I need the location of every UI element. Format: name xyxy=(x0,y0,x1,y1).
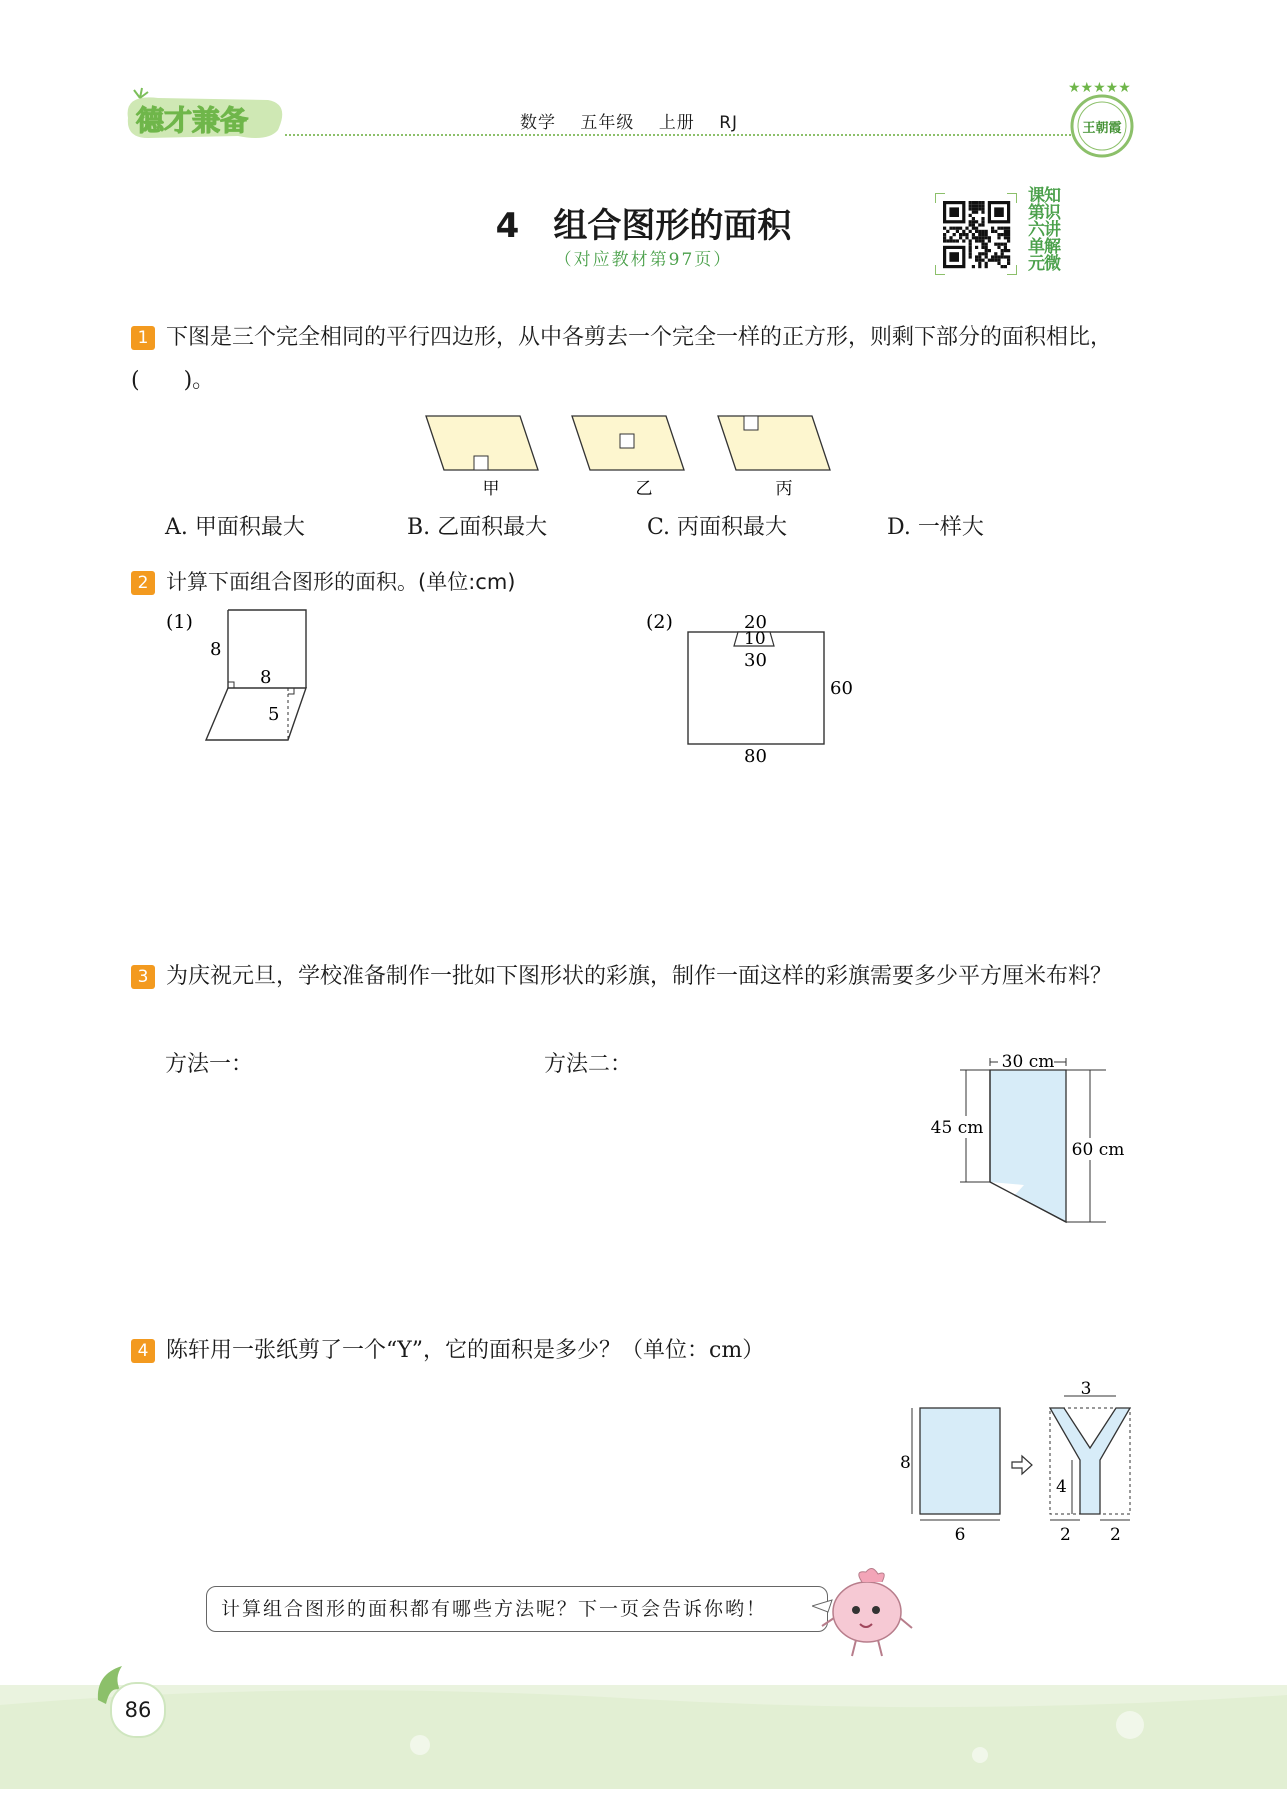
seal-text: 王朝霞 xyxy=(1082,121,1122,136)
question-2-number: 2 xyxy=(131,571,155,595)
header-subject: 数学 xyxy=(520,113,556,133)
method-2-label: 方法二： xyxy=(544,1052,633,1077)
question-4-number: 4 xyxy=(131,1339,155,1363)
q2-figure-2 xyxy=(640,604,870,774)
q4-figure xyxy=(890,1378,1140,1548)
fig1-dim-height: 8 xyxy=(210,639,222,660)
brand-logo xyxy=(118,84,288,146)
figure-bing xyxy=(718,416,830,499)
y-dim-left-gap: 2 xyxy=(1060,1525,1071,1545)
header-divider xyxy=(285,134,1075,136)
y-rect-dim-width: 6 xyxy=(954,1525,966,1545)
lesson-number: 4 xyxy=(495,206,520,246)
choice-c[interactable]: C. 丙面积最大 xyxy=(647,515,788,540)
fig2-label: (2) xyxy=(646,611,673,633)
fig2-dim-mid: 30 xyxy=(744,650,767,671)
method-1-label: 方法一： xyxy=(165,1052,254,1077)
lesson-title: 组合图形的面积 xyxy=(553,206,792,246)
flag-dim-left: 45 cm xyxy=(930,1118,984,1138)
brand-text: 德才兼备 xyxy=(136,104,249,137)
qr-side-text: 知识讲解微课第六单元 xyxy=(1024,186,1060,271)
question-3-text: 为庆祝元旦，学校准备制作一批如下图形状的彩旗，制作一面这样的彩旗需要多少平方厘米布料？ xyxy=(166,964,1113,989)
footer-background xyxy=(0,1685,1287,1789)
header-grade: 五年级 xyxy=(580,113,635,133)
q1-figures xyxy=(424,412,844,502)
fig2-dim-width: 80 xyxy=(744,746,767,767)
tip-bubble xyxy=(206,1586,828,1632)
fig1-dim-para-height: 5 xyxy=(268,704,280,725)
fig2-dim-height: 60 xyxy=(830,678,853,699)
page-subtitle: （对应教材第97页） xyxy=(554,250,733,270)
question-2-text: 计算下面组合图形的面积。(单位:cm) xyxy=(166,570,516,594)
qr-side-label xyxy=(1026,186,1068,276)
tip-text: 计算组合图形的面积都有哪些方法呢？下一页会告诉你哟！ xyxy=(221,1598,768,1620)
header-edition: RJ xyxy=(719,113,739,133)
choice-a[interactable]: A. 甲面积最大 xyxy=(165,515,305,540)
qr-code[interactable] xyxy=(935,193,1017,275)
flag-dim-width: 30 cm xyxy=(1001,1052,1055,1072)
figure-label-yi: 乙 xyxy=(635,479,653,499)
fig1-label: (1) xyxy=(166,611,193,633)
q2-figure-1 xyxy=(160,604,340,754)
mascot-illustration xyxy=(812,1560,922,1660)
flag-dim-right: 60 cm xyxy=(1071,1140,1125,1160)
figure-yi xyxy=(572,416,684,499)
figure-jia xyxy=(426,416,538,499)
fig2-dim-top: 20 xyxy=(744,612,767,633)
page-title xyxy=(0,198,1287,247)
question-4 xyxy=(131,1329,764,1372)
y-rect-dim-height: 8 xyxy=(900,1453,911,1473)
question-1 xyxy=(131,316,1141,402)
q3-flag-figure xyxy=(920,1040,1140,1230)
question-1-number: 1 xyxy=(131,326,155,350)
svg-text:★★★★★: ★★★★★ xyxy=(1068,80,1131,96)
question-3 xyxy=(131,955,1141,998)
header-volume: 上册 xyxy=(658,113,695,133)
figure-label-bing: 丙 xyxy=(775,479,793,499)
fig1-dim-width: 8 xyxy=(260,667,272,688)
choice-d[interactable]: D. 一样大 xyxy=(887,515,984,540)
question-4-text: 陈轩用一张纸剪了一个“Y”，它的面积是多少？（单位：cm） xyxy=(166,1338,765,1363)
y-dim-top: 3 xyxy=(1080,1379,1092,1399)
y-dim-right-gap: 2 xyxy=(1110,1525,1121,1545)
header-meta xyxy=(520,108,756,133)
question-2 xyxy=(131,561,515,604)
figure-label-jia: 甲 xyxy=(482,479,500,499)
question-1-text: 下图是三个完全相同的平行四边形，从中各剪去一个完全一样的正方形，则剩下部分的面积相比，( )。 xyxy=(131,325,1113,393)
page-number: 86 xyxy=(110,1682,166,1738)
fig2-dim-inner: 10 xyxy=(744,629,766,649)
question-3-number: 3 xyxy=(131,965,155,989)
seal-logo xyxy=(1062,76,1142,166)
choice-b[interactable]: B. 乙面积最大 xyxy=(407,515,548,540)
y-dim-stem: 4 xyxy=(1056,1477,1067,1497)
